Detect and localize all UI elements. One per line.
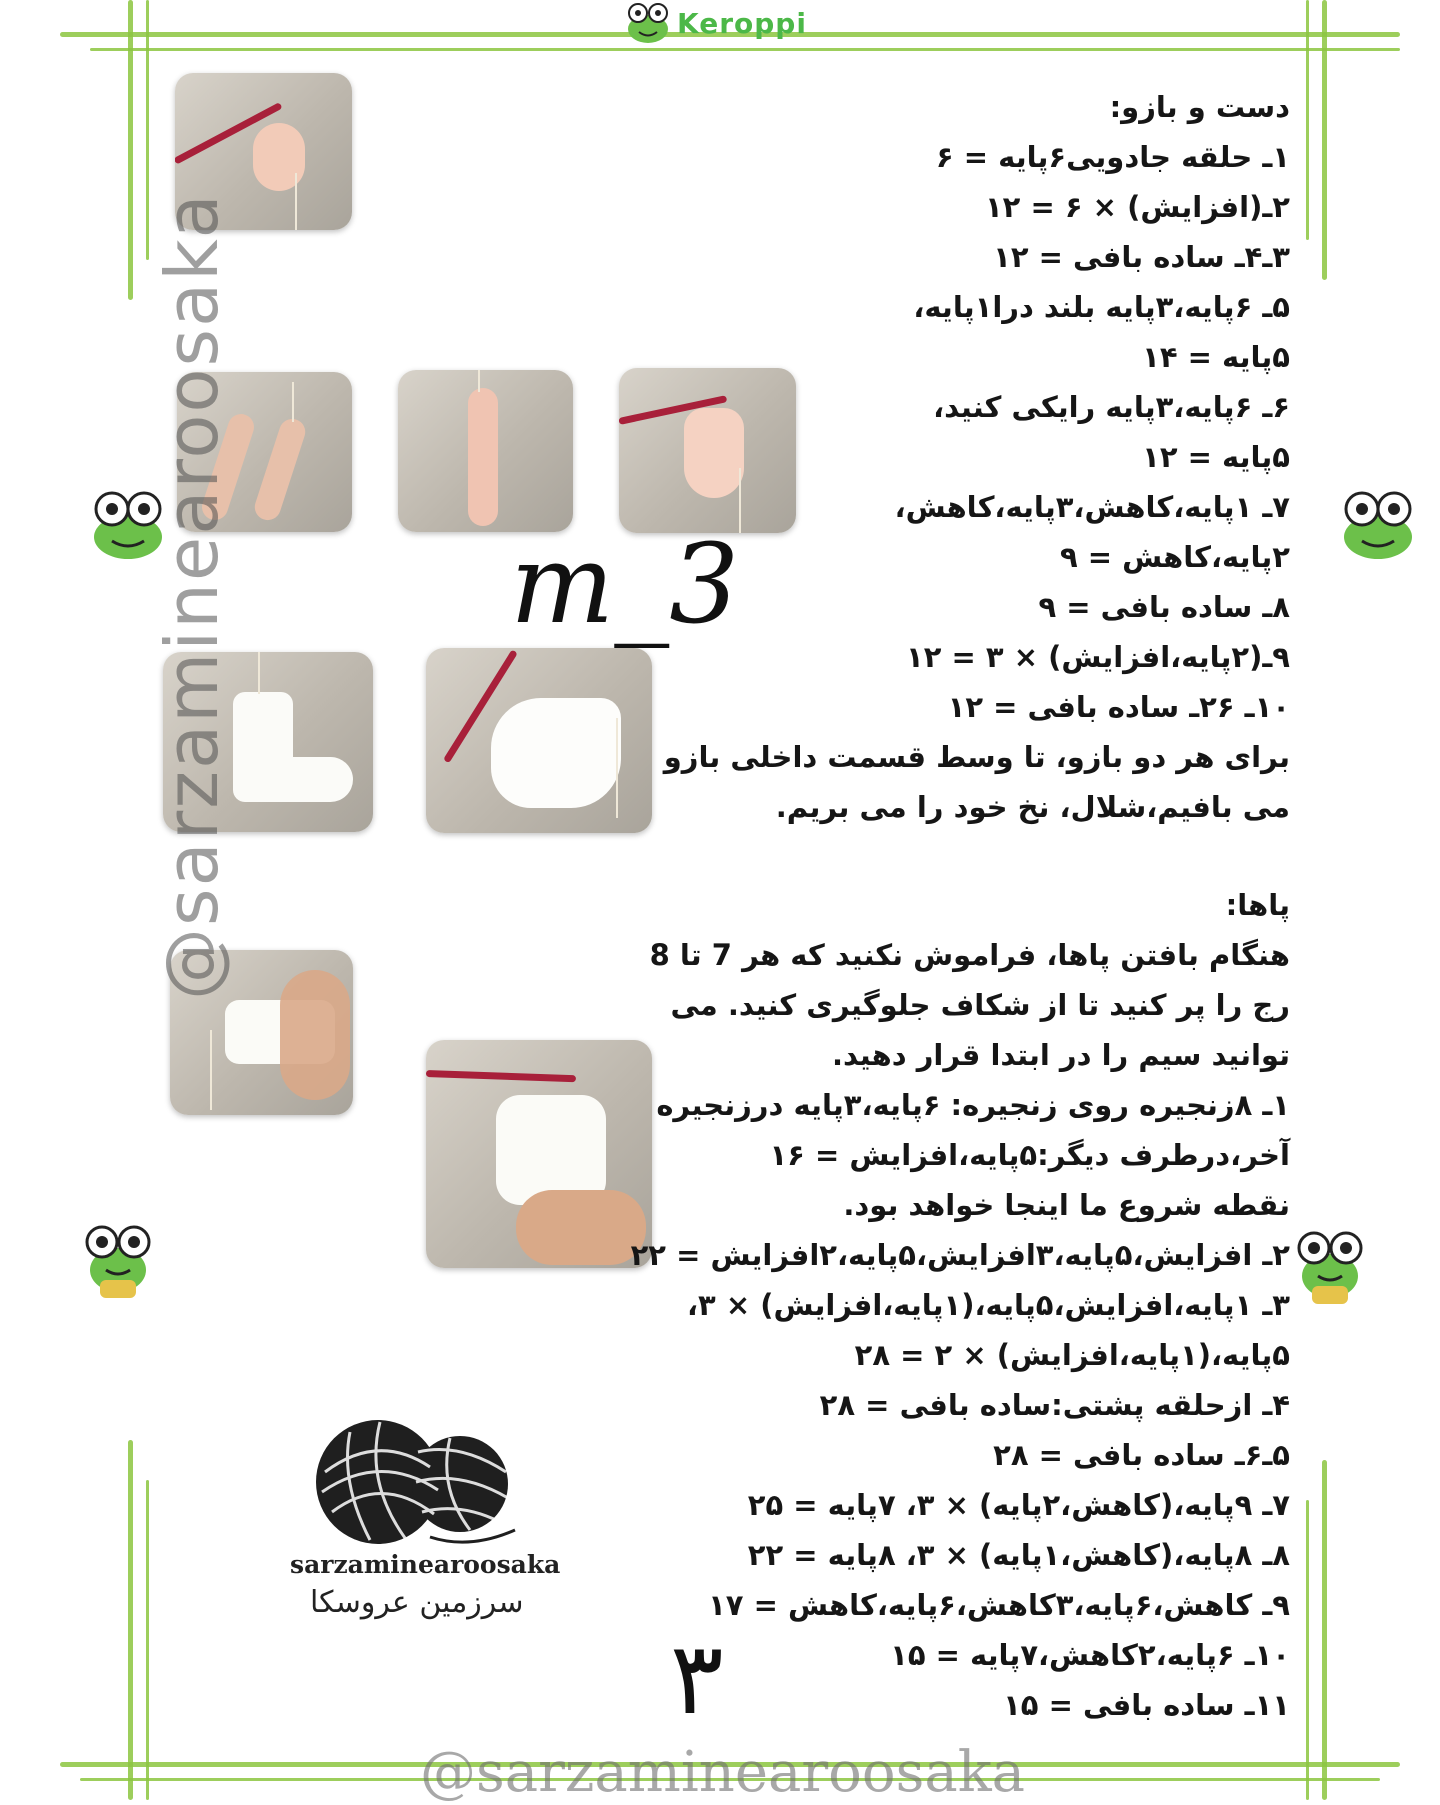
photo-arm-single <box>398 370 573 532</box>
frame-line <box>90 48 1400 51</box>
leg-line: ۴ـ ازحلقه پشتی:ساده بافی = ۲۸ <box>819 1388 1290 1422</box>
page-number: ۳ <box>670 1620 724 1737</box>
brand-logo <box>625 0 807 46</box>
arm-line: ۲پایه،کاهش = ۹ <box>1059 540 1290 574</box>
leg-line: آخر،درطرف دیگر:۵پایه،افزایش = ۱۶ <box>769 1138 1290 1172</box>
arm-line: دست و بازو: <box>1109 90 1290 124</box>
arm-line: ۵پایه = ۱۲ <box>1142 440 1290 474</box>
arm-line: ۵پایه = ۱۴ <box>1142 340 1290 374</box>
leg-line: ۵ـ۶ـ ساده بافی = ۲۸ <box>993 1438 1290 1472</box>
leg-line: هنگام بافتن پاها، فراموش نکنید که هر 7 تا 8 <box>649 938 1290 972</box>
arm-line: ۶ـ ۶پایه،۳پایه رایکی کنید، <box>933 390 1290 424</box>
yarn-ball-logo <box>310 1412 520 1552</box>
frame-line <box>1306 0 1309 240</box>
arm-instructions <box>664 82 1290 832</box>
logo-name: sarzaminearoosaka <box>290 1550 561 1579</box>
leg-line: رج را پر کنید تا از شکاف جلوگیری کنید. می <box>670 988 1290 1022</box>
leg-line: ۱ـ ۸زنجیره روی زنجیره: ۶پایه،۳پایه درزنجیره <box>656 1088 1290 1122</box>
frame-line <box>128 1440 133 1800</box>
leg-line: ۲ـ افزایش،۵پایه،۳افزایش،۵پایه،۲افزایش = ۲۲ <box>630 1238 1290 1272</box>
frame-line <box>1322 1460 1327 1800</box>
frame-line <box>1322 0 1327 280</box>
arm-line: ۸ـ ساده بافی = ۹ <box>1038 590 1290 624</box>
arm-line: ۳ـ۴ـ ساده بافی = ۱۲ <box>993 240 1290 274</box>
leg-line: توانید سیم را در ابتدا قرار دهید. <box>832 1038 1290 1072</box>
frame-line <box>128 0 133 300</box>
arm-line: ۵ـ ۶پایه،۳پایه بلند درا۱پایه، <box>913 290 1290 324</box>
leg-line: ۸ـ ۸پایه،(کاهش،۱پایه) × ۳، ۸پایه = ۲۲ <box>747 1538 1290 1572</box>
brand-name: Keroppi <box>677 6 807 40</box>
arm-line: ۷ـ ۱پایه،کاهش،۳پایه،کاهش، <box>894 490 1290 524</box>
leg-line: ۱۰ـ ۶پایه،۲کاهش،۷پایه = ۱۵ <box>890 1638 1290 1672</box>
frog-icon <box>625 1 671 45</box>
leg-line: ۱۱ـ ساده بافی = ۱۵ <box>1003 1688 1290 1722</box>
bottom-watermark: @sarzaminearoosaka <box>420 1740 1026 1805</box>
frog-icon <box>78 1222 158 1302</box>
arm-line: برای هر دو بازو، تا وسط قسمت داخلی بازو <box>663 740 1290 774</box>
logo-name-fa: سرزمین عروسکا <box>310 1585 524 1620</box>
vertical-watermark: @sarzaminearoosaka <box>150 192 234 1000</box>
leg-line: پاها: <box>1225 888 1290 922</box>
frog-icon <box>1290 1228 1370 1308</box>
leg-line: ۵پایه،(۱پایه،افزایش) × ۲ = ۲۸ <box>854 1338 1290 1372</box>
leg-line: ۷ـ ۹پایه،(کاهش،۲پایه) × ۳، ۷پایه = ۲۵ <box>747 1488 1290 1522</box>
frame-line <box>146 0 149 260</box>
arm-line: ۱ـ حلقه جادویی۶پایه = ۶ <box>935 140 1290 174</box>
arm-line: ۱۰ـ ۲۶ـ ساده بافی = ۱۲ <box>947 690 1290 724</box>
leg-instructions <box>631 880 1290 1730</box>
frog-icon <box>1338 485 1418 565</box>
photo-leg-progress <box>426 1040 652 1268</box>
leg-line: ۳ـ ۱پایه،افزایش،۵پایه،(۱پایه،افزایش) × ۳، <box>687 1288 1290 1322</box>
leg-line: ۹ـ کاهش،۶پایه،۳کاهش،۶پایه،کاهش = ۱۷ <box>708 1588 1290 1622</box>
arm-line: ۲ـ(افزایش) × ۶ = ۱۲ <box>984 190 1290 224</box>
arm-line: ۹ـ(۲پایه،افزایش) × ۳ = ۱۲ <box>906 640 1290 674</box>
leg-line: نقطه شروع ما اینجا خواهد بود. <box>843 1188 1290 1222</box>
photo-boot-hook <box>426 648 652 833</box>
arm-line: می بافیم،شلال، نخ خود را می بریم. <box>775 790 1290 824</box>
frame-line <box>1306 1500 1309 1800</box>
designer-signature: m_3 <box>510 520 740 648</box>
frame-line <box>146 1480 149 1800</box>
